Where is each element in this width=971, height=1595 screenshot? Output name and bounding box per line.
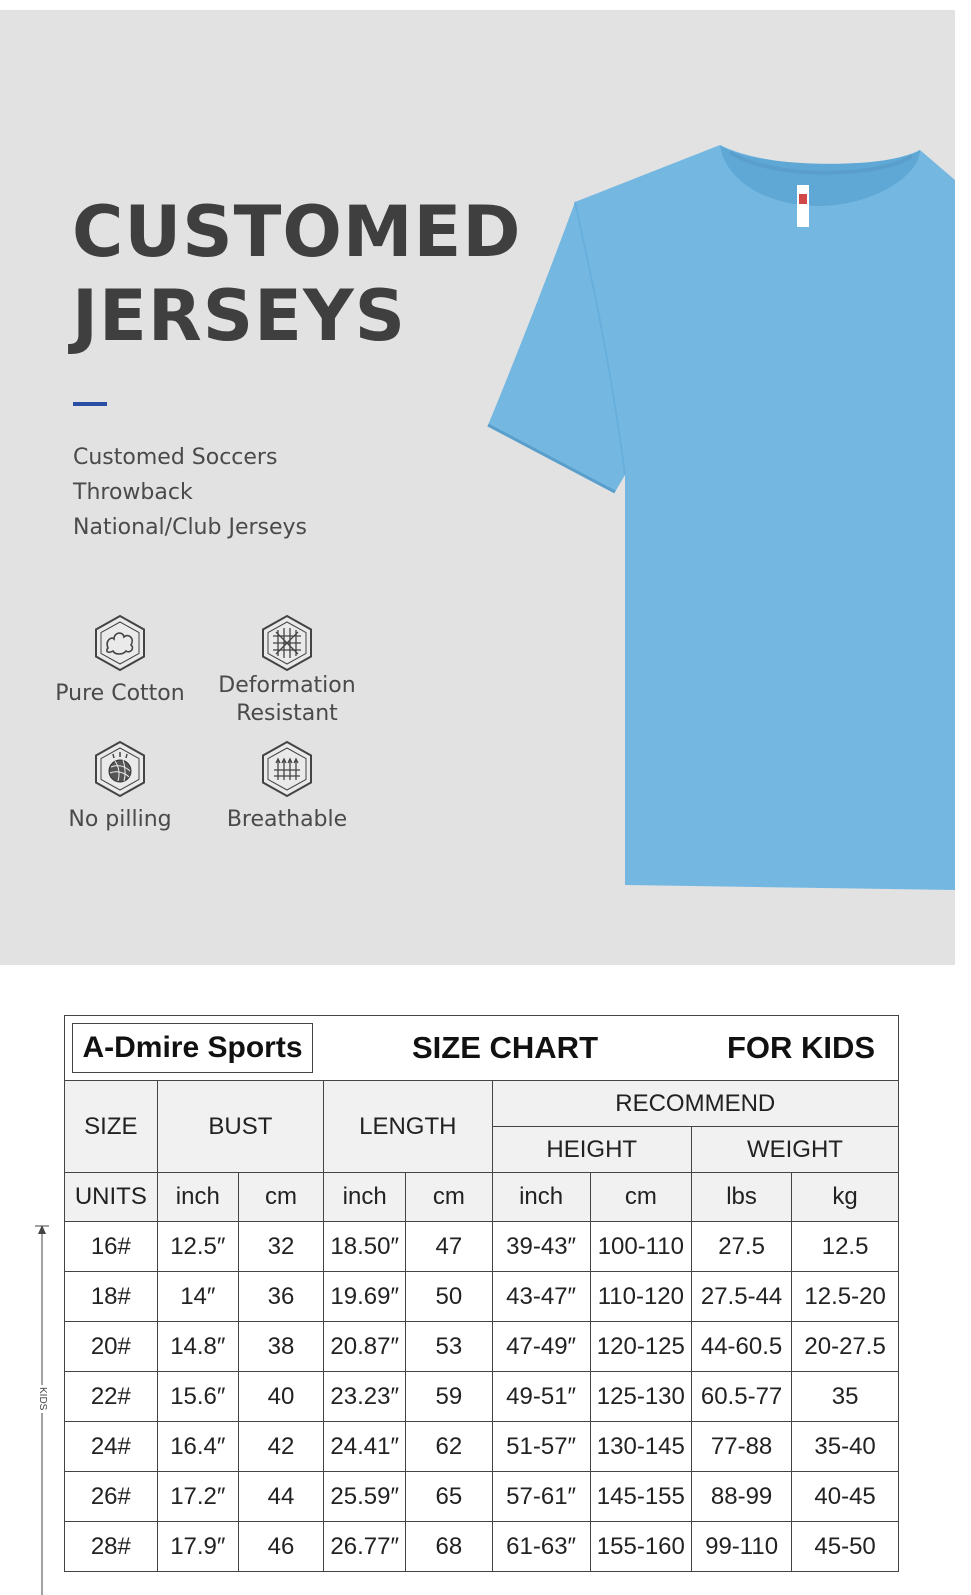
unit-cell: inch (492, 1173, 590, 1222)
feature-deformation-resistant (212, 614, 362, 728)
brand-name: A-Dmire Sports (72, 1023, 313, 1073)
unit-cell: inch (324, 1173, 406, 1222)
table-cell: 40 (238, 1372, 323, 1422)
table-cell: 125-130 (590, 1372, 691, 1422)
table-cell: 36 (238, 1272, 323, 1322)
unit-cell: kg (792, 1173, 898, 1222)
units-row (65, 1173, 898, 1222)
yarn-ball-icon (93, 740, 147, 798)
table-cell: 25.59″ (324, 1472, 406, 1522)
table-cell: 38 (238, 1322, 323, 1372)
size-header: SIZE (65, 1081, 157, 1173)
table-cell: 35-40 (792, 1422, 898, 1472)
table-row (65, 1522, 898, 1572)
table-cell: 42 (238, 1422, 323, 1472)
size-chart-title: SIZE CHART (412, 1030, 598, 1065)
size-table (65, 1081, 898, 1572)
recommend-header: RECOMMEND (492, 1081, 898, 1127)
size-cell: 18# (65, 1272, 157, 1322)
table-cell: 27.5 (691, 1222, 791, 1272)
table-cell: 17.2″ (157, 1472, 238, 1522)
table-cell: 35 (792, 1372, 898, 1422)
size-cell: 20# (65, 1322, 157, 1372)
size-cell: 24# (65, 1422, 157, 1472)
size-cell: 26# (65, 1472, 157, 1522)
cotton-icon (93, 614, 147, 672)
table-cell: 16.4″ (157, 1422, 238, 1472)
height-header: HEIGHT (492, 1127, 691, 1173)
table-cell: 45-50 (792, 1522, 898, 1572)
unit-cell: cm (590, 1173, 691, 1222)
table-cell: 43-47″ (492, 1272, 590, 1322)
size-chart-audience: FOR KIDS (727, 1030, 876, 1065)
table-cell: 53 (406, 1322, 492, 1372)
subtitle-line: Customed Soccers (73, 445, 278, 470)
table-cell: 12.5-20 (792, 1272, 898, 1322)
table-cell: 59 (406, 1372, 492, 1422)
table-row (65, 1472, 898, 1522)
title-line-1: CUSTOMED (72, 191, 522, 273)
table-cell: 44-60.5 (691, 1322, 791, 1372)
kids-height-indicator (30, 1225, 54, 1595)
subtitle-line: National/Club Jerseys (73, 515, 308, 540)
table-cell: 47 (406, 1222, 492, 1272)
table-cell: 26.77″ (324, 1522, 406, 1572)
size-cell: 22# (65, 1372, 157, 1422)
table-cell: 50 (406, 1272, 492, 1322)
subtitle-line: Throwback (73, 480, 193, 505)
table-cell: 51-57″ (492, 1422, 590, 1472)
table-cell: 155-160 (590, 1522, 691, 1572)
table-cell: 39-43″ (492, 1222, 590, 1272)
table-cell: 100-110 (590, 1222, 691, 1272)
hero-banner (0, 10, 955, 965)
table-cell: 19.69″ (324, 1272, 406, 1322)
table-cell: 18.50″ (324, 1222, 406, 1272)
size-cell: 28# (65, 1522, 157, 1572)
unit-cell: cm (406, 1173, 492, 1222)
length-header: LENGTH (324, 1081, 492, 1173)
bust-header: BUST (157, 1081, 323, 1173)
table-row (65, 1322, 898, 1372)
table-cell: 99-110 (691, 1522, 791, 1572)
breathable-icon (260, 740, 314, 798)
feature-label: No pilling (68, 807, 172, 832)
size-chart-header (65, 1016, 898, 1081)
unit-cell: lbs (691, 1173, 791, 1222)
table-cell: 57-61″ (492, 1472, 590, 1522)
table-cell: 14.8″ (157, 1322, 238, 1372)
t-shirt-image (480, 140, 955, 890)
weight-header: WEIGHT (691, 1127, 898, 1173)
table-cell: 20.87″ (324, 1322, 406, 1372)
table-cell: 68 (406, 1522, 492, 1572)
accent-divider (73, 402, 107, 406)
page-title (72, 190, 521, 358)
table-cell: 145-155 (590, 1472, 691, 1522)
table-cell: 24.41″ (324, 1422, 406, 1472)
subtitle (73, 440, 307, 545)
size-rows (65, 1222, 898, 1572)
table-row (65, 1222, 898, 1272)
table-cell: 20-27.5 (792, 1322, 898, 1372)
table-cell: 88-99 (691, 1472, 791, 1522)
fabric-icon (260, 614, 314, 672)
table-cell: 110-120 (590, 1272, 691, 1322)
table-cell: 14″ (157, 1272, 238, 1322)
feature-breathable (212, 740, 362, 834)
table-cell: 40-45 (792, 1472, 898, 1522)
table-cell: 61-63″ (492, 1522, 590, 1572)
unit-cell: inch (157, 1173, 238, 1222)
table-cell: 17.9″ (157, 1522, 238, 1572)
table-row (65, 1272, 898, 1322)
table-cell: 47-49″ (492, 1322, 590, 1372)
table-cell: 46 (238, 1522, 323, 1572)
table-cell: 12.5″ (157, 1222, 238, 1272)
table-cell: 130-145 (590, 1422, 691, 1472)
feature-label: Breathable (226, 807, 348, 832)
table-cell: 44 (238, 1472, 323, 1522)
unit-cell: UNITS (65, 1173, 157, 1222)
header-row (65, 1081, 898, 1127)
table-row (65, 1372, 898, 1422)
title-line-2: JERSEYS (72, 275, 407, 357)
table-cell: 27.5-44 (691, 1272, 791, 1322)
table-cell: 15.6″ (157, 1372, 238, 1422)
unit-cell: cm (238, 1173, 323, 1222)
table-cell: 12.5 (792, 1222, 898, 1272)
table-cell: 62 (406, 1422, 492, 1472)
size-cell: 16# (65, 1222, 157, 1272)
size-chart (64, 1015, 899, 1572)
feature-label-line: Deformation (218, 673, 356, 698)
table-row (65, 1422, 898, 1472)
table-cell: 120-125 (590, 1322, 691, 1372)
table-cell: 65 (406, 1472, 492, 1522)
feature-label: Pure Cotton (55, 681, 185, 706)
table-cell: 60.5-77 (691, 1372, 791, 1422)
table-cell: 77-88 (691, 1422, 791, 1472)
table-cell: 23.23″ (324, 1372, 406, 1422)
table-cell: 49-51″ (492, 1372, 590, 1422)
table-cell: 32 (238, 1222, 323, 1272)
feature-label-line: Resistant (236, 701, 338, 726)
kids-label: KIDS (31, 1385, 53, 1413)
feature-no-pilling (50, 740, 190, 834)
feature-pure-cotton (50, 614, 190, 708)
